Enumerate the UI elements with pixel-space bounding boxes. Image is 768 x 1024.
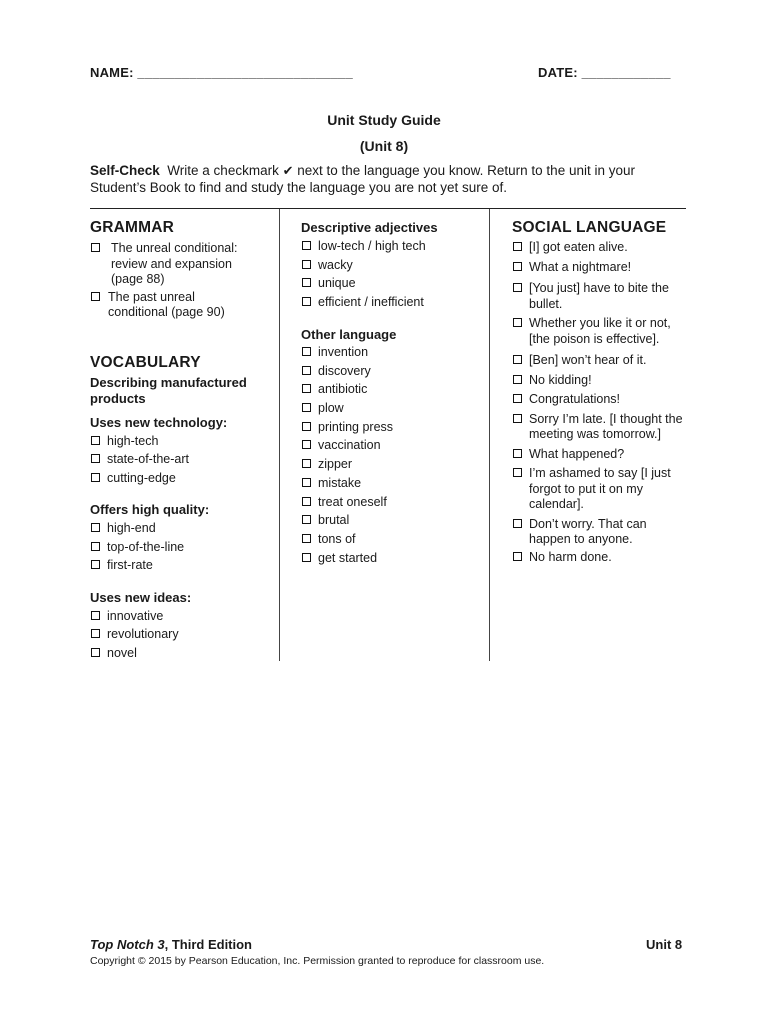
vocabulary-item: [90, 471, 275, 487]
social-language-item: [512, 412, 684, 443]
vocabulary-subheading: Describing manufactured products: [90, 374, 247, 406]
item-label: Congratulations!: [529, 392, 621, 406]
checkbox-icon[interactable]: [513, 375, 522, 384]
other-language-item: [301, 438, 481, 454]
name-field: [90, 65, 353, 80]
adjectives-list: [301, 239, 481, 310]
item-label: treat oneself: [318, 494, 387, 509]
column-adjectives-other: [301, 220, 481, 569]
item-label: mistake: [318, 475, 362, 490]
social-language-item: [512, 392, 684, 408]
checkbox-icon[interactable]: [302, 422, 311, 431]
intro-before-check: Write a checkmark: [167, 163, 279, 178]
checkbox-icon[interactable]: [513, 318, 522, 327]
item-label: zipper: [318, 457, 353, 472]
adjective-item: [301, 258, 481, 274]
item-label: printing press: [318, 419, 394, 434]
checkbox-icon[interactable]: [302, 278, 311, 287]
other-language-item: [301, 420, 481, 436]
social-language-item: [512, 260, 684, 276]
page-title: Unit Study Guide: [327, 112, 441, 128]
item-label: Don’t worry. That can happen to anyone.: [529, 516, 647, 546]
other-language-item: [301, 364, 481, 380]
checkbox-icon[interactable]: [91, 629, 100, 638]
item-label: What a nightmare!: [529, 259, 632, 274]
group-heading: Uses new technology:: [90, 414, 228, 430]
intro-text: [90, 162, 690, 196]
column-grammar-vocabulary: [90, 216, 275, 661]
item-label: plow: [318, 401, 344, 416]
item-label: Whether you like it or not, [the poison is effective].: [529, 316, 671, 346]
social-language-item: [512, 373, 684, 389]
edition: , Third Edition: [164, 937, 253, 952]
group-heading: Uses new ideas:: [90, 589, 192, 605]
vocabulary-item: [90, 521, 275, 537]
grammar-heading: GRAMMAR: [90, 219, 175, 236]
item-label: [Ben] won’t hear of it.: [529, 353, 647, 367]
item-label: revolutionary: [107, 627, 179, 641]
item-label: high-tech: [107, 433, 159, 448]
vocabulary-item: [90, 627, 275, 643]
intro-after-check: next to the language you know. Return to the unit in your Student’s Book to find and study the language you are not yet sure of.: [90, 163, 635, 195]
item-label: Sorry I’m late. [I thought the meeting was tomorrow.]: [529, 411, 683, 441]
copyright-text: Copyright © 2015 by Pearson Education, Inc. Permission granted to reproduce for classroom use.: [90, 955, 545, 967]
checkbox-icon[interactable]: [513, 242, 522, 251]
vocabulary-item: [90, 558, 275, 574]
item-label: brutal: [318, 513, 350, 528]
checkbox-icon[interactable]: [302, 459, 311, 468]
checkbox-icon[interactable]: [513, 394, 522, 403]
adjective-item: [301, 295, 481, 311]
item-label: What happened?: [529, 446, 625, 461]
checkbox-icon[interactable]: [513, 468, 522, 477]
checkbox-icon[interactable]: [513, 414, 522, 423]
item-label: high-end: [107, 521, 156, 535]
social-language-item: [512, 447, 684, 463]
item-label: first-rate: [107, 558, 153, 572]
checkbox-icon[interactable]: [513, 519, 522, 528]
item-label: efficient / inefficient: [318, 294, 424, 309]
checkbox-icon[interactable]: [302, 366, 311, 375]
checkbox-icon[interactable]: [302, 347, 311, 356]
item-label: low-tech / high tech: [318, 239, 426, 253]
checkbox-icon[interactable]: [302, 260, 311, 269]
other-language-item: [301, 513, 481, 529]
item-label: wacky: [318, 257, 353, 272]
social-language-item: [512, 316, 684, 347]
other-language-item: [301, 532, 481, 548]
vocabulary-group-list: [90, 609, 275, 662]
item-label: tons of: [318, 531, 356, 546]
date-label: DATE:: [538, 65, 578, 80]
item-label: I’m ashamed to say [I just forgot to put it on my calendar].: [529, 466, 671, 511]
vocabulary-item: [90, 434, 275, 450]
checkbox-icon[interactable]: [91, 560, 100, 569]
checkbox-icon[interactable]: [91, 473, 100, 482]
adjective-item: [301, 239, 481, 255]
social-language-item: [512, 281, 684, 312]
checkbox-icon[interactable]: [302, 534, 311, 543]
checkbox-icon[interactable]: [302, 241, 311, 250]
item-label: discovery: [318, 363, 371, 378]
date-line: ____________: [581, 65, 671, 80]
vocabulary-item: [90, 609, 275, 625]
name-label: NAME:: [90, 65, 134, 80]
other-language-heading: Other language: [301, 327, 397, 342]
checkbox-icon[interactable]: [513, 283, 522, 292]
footer-book-title: [90, 937, 252, 952]
book-name: Top Notch 3: [90, 937, 165, 952]
other-language-item: [301, 401, 481, 417]
adjective-item: [301, 276, 481, 292]
adjectives-heading: Descriptive adjectives: [301, 220, 438, 235]
item-label: novel: [107, 645, 137, 660]
header-divider: [90, 208, 686, 209]
checkbox-icon[interactable]: [91, 292, 100, 301]
vocabulary-item: [90, 452, 275, 468]
checkbox-icon[interactable]: [302, 478, 311, 487]
other-language-item: [301, 382, 481, 398]
checkbox-icon[interactable]: [302, 497, 311, 506]
checkbox-icon[interactable]: [302, 553, 311, 562]
item-label: [I] got eaten alive.: [529, 240, 628, 254]
item-label: antibiotic: [318, 382, 368, 397]
social-language-heading: SOCIAL LANGUAGE: [512, 219, 667, 236]
footer-unit: Unit 8: [646, 937, 683, 952]
social-language-item: [512, 517, 684, 548]
item-label: No harm done.: [529, 549, 612, 564]
checkbox-icon[interactable]: [513, 552, 522, 561]
other-language-list: [301, 345, 481, 566]
checkbox-icon[interactable]: [91, 436, 100, 445]
vocabulary-item: [90, 540, 275, 556]
social-language-item: [512, 240, 684, 256]
column-divider-1: [279, 209, 280, 661]
item-label: The past unreal conditional (page 90): [108, 289, 225, 319]
social-language-item: [512, 550, 684, 566]
column-divider-2: [489, 209, 490, 661]
checkbox-icon[interactable]: [91, 611, 100, 620]
column-social-language: [512, 216, 684, 569]
checkbox-icon[interactable]: [513, 355, 522, 364]
other-language-item: [301, 476, 481, 492]
vocabulary-group-list: [90, 521, 275, 574]
vocabulary-group-list: [90, 434, 275, 487]
item-label: top-of-the-line: [107, 539, 185, 554]
checkbox-icon[interactable]: [302, 515, 311, 524]
vocabulary-heading: VOCABULARY: [90, 353, 201, 371]
checkbox-icon[interactable]: [513, 449, 522, 458]
item-label: get started: [318, 550, 378, 565]
checkbox-icon[interactable]: [302, 384, 311, 393]
social-language-list: [512, 240, 684, 565]
group-heading: Offers high quality:: [90, 502, 210, 517]
checkbox-icon[interactable]: [302, 403, 311, 412]
item-label: The unreal conditional: review and expansion (page 88): [111, 241, 238, 286]
social-language-item: [512, 466, 684, 513]
checkbox-icon[interactable]: [91, 542, 100, 551]
page-subtitle: (Unit 8): [359, 138, 409, 154]
item-label: innovative: [107, 608, 164, 623]
name-line: _____________________________: [137, 65, 353, 80]
item-label: invention: [318, 345, 369, 359]
item-label: unique: [318, 276, 356, 290]
self-check-label: Self-Check: [90, 163, 160, 178]
item-label: state-of-the-art: [107, 452, 189, 466]
other-language-item: [301, 457, 481, 473]
grammar-list: [90, 241, 275, 321]
other-language-item: [301, 345, 481, 361]
checkbox-icon[interactable]: [513, 262, 522, 271]
checkmark-icon: ✔: [282, 163, 294, 178]
grammar-item: [90, 241, 266, 288]
checkbox-icon[interactable]: [302, 297, 311, 306]
checkbox-icon[interactable]: [91, 243, 100, 252]
item-label: vaccination: [318, 438, 381, 453]
checkbox-icon[interactable]: [302, 440, 311, 449]
checkbox-icon[interactable]: [91, 523, 100, 532]
social-language-item: [512, 353, 684, 369]
checkbox-icon[interactable]: [91, 454, 100, 463]
grammar-item: [90, 290, 248, 321]
other-language-item: [301, 551, 481, 567]
date-field: [538, 65, 671, 80]
other-language-item: [301, 495, 481, 511]
item-label: [You just] have to bite the bullet.: [529, 281, 669, 311]
item-label: No kidding!: [529, 372, 592, 387]
item-label: cutting-edge: [107, 470, 176, 485]
vocabulary-item: [90, 646, 275, 662]
checkbox-icon[interactable]: [91, 648, 100, 657]
